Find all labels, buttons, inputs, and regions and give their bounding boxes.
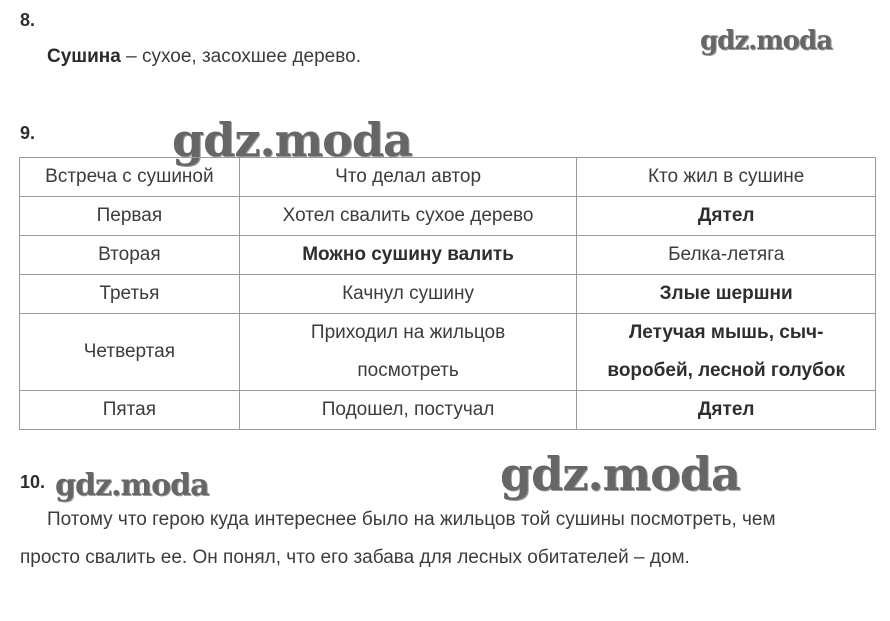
cell-action: Хотел свалить сухое дерево [239, 197, 577, 236]
watermark-section-10-left: gdz.moda [55, 468, 209, 503]
watermark-section-10-center: gdz.moda [500, 447, 740, 501]
table-row [20, 275, 876, 314]
watermark-section-9: gdz.moda [172, 113, 412, 167]
header-meeting: Встреча с сушиной [20, 158, 240, 197]
cell-meeting: Вторая [20, 236, 240, 275]
section-8-definition [47, 38, 361, 76]
term-sushina: Сушина [47, 46, 121, 67]
cell-meeting: Первая [20, 197, 240, 236]
cell-dweller: Белка-летяга [577, 236, 876, 275]
watermark-top-right: gdz.moda [700, 26, 833, 56]
cell-dweller-line-1: Летучая мышь, сыч- [628, 322, 824, 343]
cell-action-line-2: посмотреть [357, 360, 459, 381]
cell-action [239, 314, 577, 391]
section-10-answer-line-1: Потому что герою куда интереснее было на жильцов той сушины посмотреть, чем [47, 509, 776, 530]
table-row [20, 391, 876, 430]
table-row [20, 314, 876, 391]
cell-dweller-line-2: воробей, лесной голубок [607, 360, 845, 381]
cell-action: Качнул сушину [239, 275, 577, 314]
cell-dweller [577, 314, 876, 391]
cell-meeting: Третья [20, 275, 240, 314]
table-header-row [20, 158, 876, 197]
section-8-number: 8. [20, 10, 36, 30]
meetings-table [19, 157, 876, 430]
definition-text: – сухое, засохшее дерево. [120, 46, 361, 67]
section-10-answer-line-2: просто свалить ее. Он понял, что его забава для лесных обитателей – дом. [20, 547, 690, 568]
cell-dweller: Злые шершни [577, 275, 876, 314]
cell-dweller: Дятел [577, 391, 876, 430]
cell-action-line-1: Приходил на жильцов [310, 322, 506, 343]
header-dweller: Кто жил в сушине [577, 158, 876, 197]
table-row [20, 236, 876, 275]
cell-action: Можно сушину валить [239, 236, 577, 275]
section-10-number: 10. [20, 472, 46, 492]
cell-dweller: Дятел [577, 197, 876, 236]
table-row [20, 197, 876, 236]
cell-action: Подошел, постучал [239, 391, 577, 430]
cell-meeting: Четвертая [20, 314, 240, 391]
header-action: Что делал автор [239, 158, 577, 197]
section-9-number: 9. [20, 123, 36, 143]
cell-meeting: Пятая [20, 391, 240, 430]
